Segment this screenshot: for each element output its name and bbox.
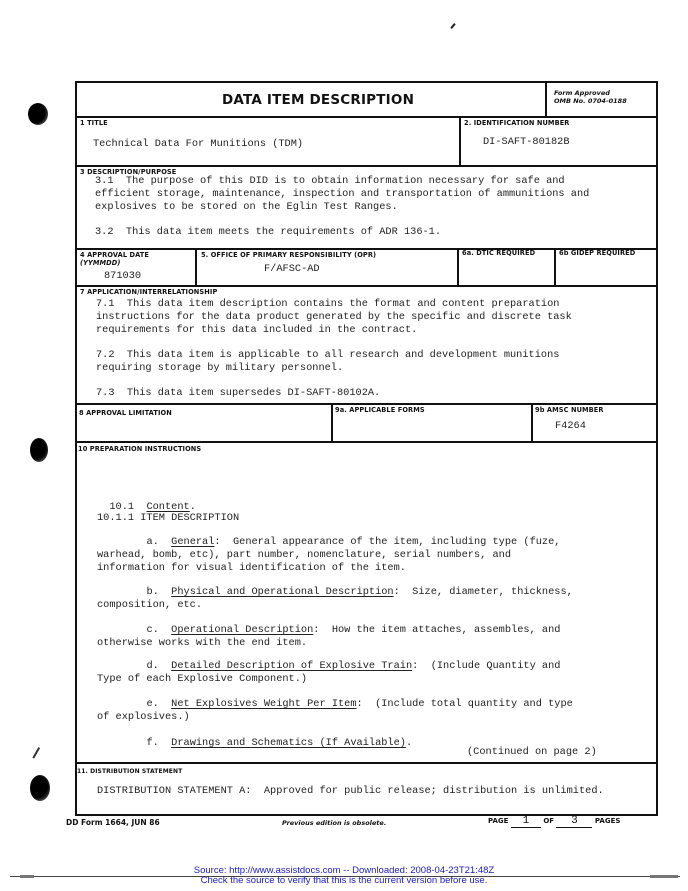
instruction-item-c	[97, 624, 560, 650]
pages-label: PAGES	[594, 817, 621, 825]
item-text: composition, etc.	[97, 599, 203, 611]
identification-number-value[interactable]: DI-SAFT-80182B	[483, 136, 570, 148]
gidep-required-field[interactable]	[557, 260, 654, 284]
page-number: 1	[511, 815, 541, 828]
page-total: 3	[556, 815, 592, 828]
approval-date-format	[80, 259, 149, 267]
application-line: 7.1 This data item description contains the format and content preparation	[96, 298, 560, 310]
application-line: 7.2 This data item is applicable to all research and development munitions	[96, 349, 560, 361]
instruction-item-f	[97, 737, 412, 750]
divider	[75, 285, 658, 287]
block5-label: 5. OFFICE OF PRIMARY RESPONSIBILITY (OPR)	[201, 251, 377, 259]
block11-label: 11. DISTRIBUTION STATEMENT	[77, 768, 183, 775]
item-sep: :	[356, 698, 363, 710]
description-line: explosives to be stored on the Eglin Test Ranges.	[95, 201, 398, 213]
block8-label: 8 APPROVAL LIMITATION	[79, 409, 172, 417]
item-text: otherwise works with the end item.	[97, 637, 308, 649]
item-title: Detailed Description of Explosive Train	[171, 660, 413, 672]
instruction-item-d	[97, 660, 560, 686]
punch-hole-middle	[30, 438, 48, 462]
item-sep: :	[214, 536, 221, 548]
divider	[554, 248, 556, 286]
block1-label: 1 TITLE	[80, 119, 108, 127]
item-letter: e.	[146, 698, 159, 710]
source-note	[0, 866, 688, 886]
applicable-forms-field[interactable]	[334, 418, 529, 440]
omb-number: OMB No. 0704-0188	[554, 97, 627, 105]
application-line	[96, 337, 572, 349]
item-description-heading: 10.1.1 ITEM DESCRIPTION	[97, 512, 240, 524]
instruction-item-a	[97, 536, 560, 575]
instruction-item-b	[97, 586, 573, 612]
scan-mark-left	[32, 747, 39, 758]
approval-limitation-field[interactable]	[78, 420, 328, 440]
divider	[75, 762, 658, 764]
application-line	[96, 375, 572, 387]
form-approved-label	[554, 89, 627, 105]
divider	[459, 116, 461, 166]
block3-label: 3 DESCRIPTION/PURPOSE	[80, 168, 177, 176]
form-border-right	[656, 81, 658, 816]
instruction-item-e	[97, 698, 573, 724]
scan-mark-top	[450, 23, 455, 29]
block9a-label: 9a. APPLICABLE FORMS	[335, 406, 425, 414]
item-sep: :	[313, 624, 320, 636]
source-line[interactable]: Source: http://www.assistdocs.com -- Downloaded: 2008-04-23T21:48Z	[193, 865, 495, 876]
divider	[75, 441, 658, 443]
page-label: PAGE	[488, 817, 509, 825]
approval-date-sublabel: (YYMMDD)	[80, 259, 121, 267]
opr-value[interactable]: F/AFSC-AD	[264, 263, 320, 275]
continued-note: (Continued on page 2)	[467, 746, 597, 758]
block6a-label: 6a. DTIC REQUIRED	[462, 249, 536, 257]
item-letter: d.	[146, 660, 159, 672]
obsolete-note: Previous edition is obsolete.	[282, 819, 387, 827]
item-text: (Include total quantity and type	[362, 698, 573, 710]
item-text: Size, diameter, thickness,	[399, 586, 573, 598]
form-heading: DATA ITEM DESCRIPTION	[222, 92, 415, 108]
item-sep: .	[405, 737, 413, 749]
form-approved-line1: Form Approved	[554, 89, 610, 97]
block10-label: 10 PREPARATION INSTRUCTIONS	[78, 445, 202, 453]
item-text: warhead, bomb, etc), part number, nomenclature, serial numbers, and	[97, 549, 512, 561]
application-line: instructions for the data product generated by the specific and discrete task	[96, 311, 572, 323]
distribution-statement-value[interactable]: DISTRIBUTION STATEMENT A: Approved for public release; distribution is unlimited.	[97, 785, 604, 797]
verify-line: Check the source to verify that this is the current version before use.	[200, 875, 488, 886]
divider	[75, 165, 658, 167]
item-text: (Include Quantity and	[418, 660, 561, 672]
application-line: requirements for this data included in the contract.	[96, 324, 418, 336]
description-line: efficient storage, maintenance, inspection and transportation of ammunitions and	[95, 188, 590, 200]
form-border-top	[75, 81, 658, 83]
divider	[331, 403, 333, 442]
dtic-required-field[interactable]	[460, 260, 552, 284]
item-letter: f.	[146, 737, 159, 749]
page-indicator	[488, 815, 620, 828]
application-line: 7.3 This data item supersedes DI-SAFT-80102A.	[96, 387, 381, 399]
approval-date-value[interactable]: 871030	[104, 270, 142, 282]
divider	[195, 248, 197, 286]
description-line: 3.1 The purpose of this DID is to obtain information necessary for safe and	[95, 175, 565, 187]
title-value[interactable]: Technical Data For Munitions (TDM)	[93, 138, 304, 150]
block7-label: 7 APPLICATION/INTERRELATIONSHIP	[80, 288, 218, 296]
item-sep: :	[393, 586, 400, 598]
item-sep: :	[412, 660, 419, 672]
divider	[457, 248, 459, 286]
block2-label: 2. IDENTIFICATION NUMBER	[464, 119, 570, 127]
item-title: Physical and Operational Description	[171, 586, 394, 598]
item-title: Operational Description	[171, 624, 314, 636]
form-border-left	[75, 81, 77, 816]
application-line: requiring storage by military personnel.	[96, 362, 344, 374]
item-text: Type of each Explosive Component.)	[97, 673, 308, 685]
item-text: How the item attaches, assembles, and	[319, 624, 561, 636]
amsc-number-value[interactable]: F4264	[555, 420, 586, 432]
block9b-label: 9b AMSC NUMBER	[535, 406, 604, 414]
item-title: General	[171, 536, 215, 548]
item-letter: c.	[146, 624, 159, 636]
description-line: 3.2 This data item meets the requirements of ADR 136-1.	[95, 226, 442, 238]
content-title: Content	[146, 501, 190, 513]
content-number: 10.1	[109, 501, 135, 513]
approval-date-label: 4 APPROVAL DATE	[80, 251, 149, 259]
divider	[75, 116, 658, 118]
item-letter: a.	[146, 536, 159, 548]
block4-label	[80, 251, 149, 267]
application-text[interactable]	[96, 298, 572, 400]
description-text[interactable]	[95, 175, 589, 239]
punch-hole-bottom	[30, 775, 50, 801]
item-text: of explosives.)	[97, 711, 190, 723]
divider	[75, 403, 658, 405]
punch-hole-top	[28, 103, 48, 125]
divider	[545, 81, 547, 117]
item-title: Drawings and Schematics (If Available)	[171, 737, 406, 749]
item-title: Net Explosives Weight Per Item	[171, 698, 357, 710]
item-letter: b.	[146, 586, 159, 598]
content-heading: 10.1 Content.	[109, 501, 196, 513]
block6b-label: 6b GIDEP REQUIRED	[559, 249, 636, 257]
divider	[531, 403, 533, 442]
of-label: OF	[543, 817, 555, 825]
item-text: General appearance of the item, including type (fuze,	[220, 536, 561, 548]
item-text: information for visual identification of the item.	[97, 562, 406, 574]
form-id: DD Form 1664, JUN 86	[66, 818, 160, 827]
